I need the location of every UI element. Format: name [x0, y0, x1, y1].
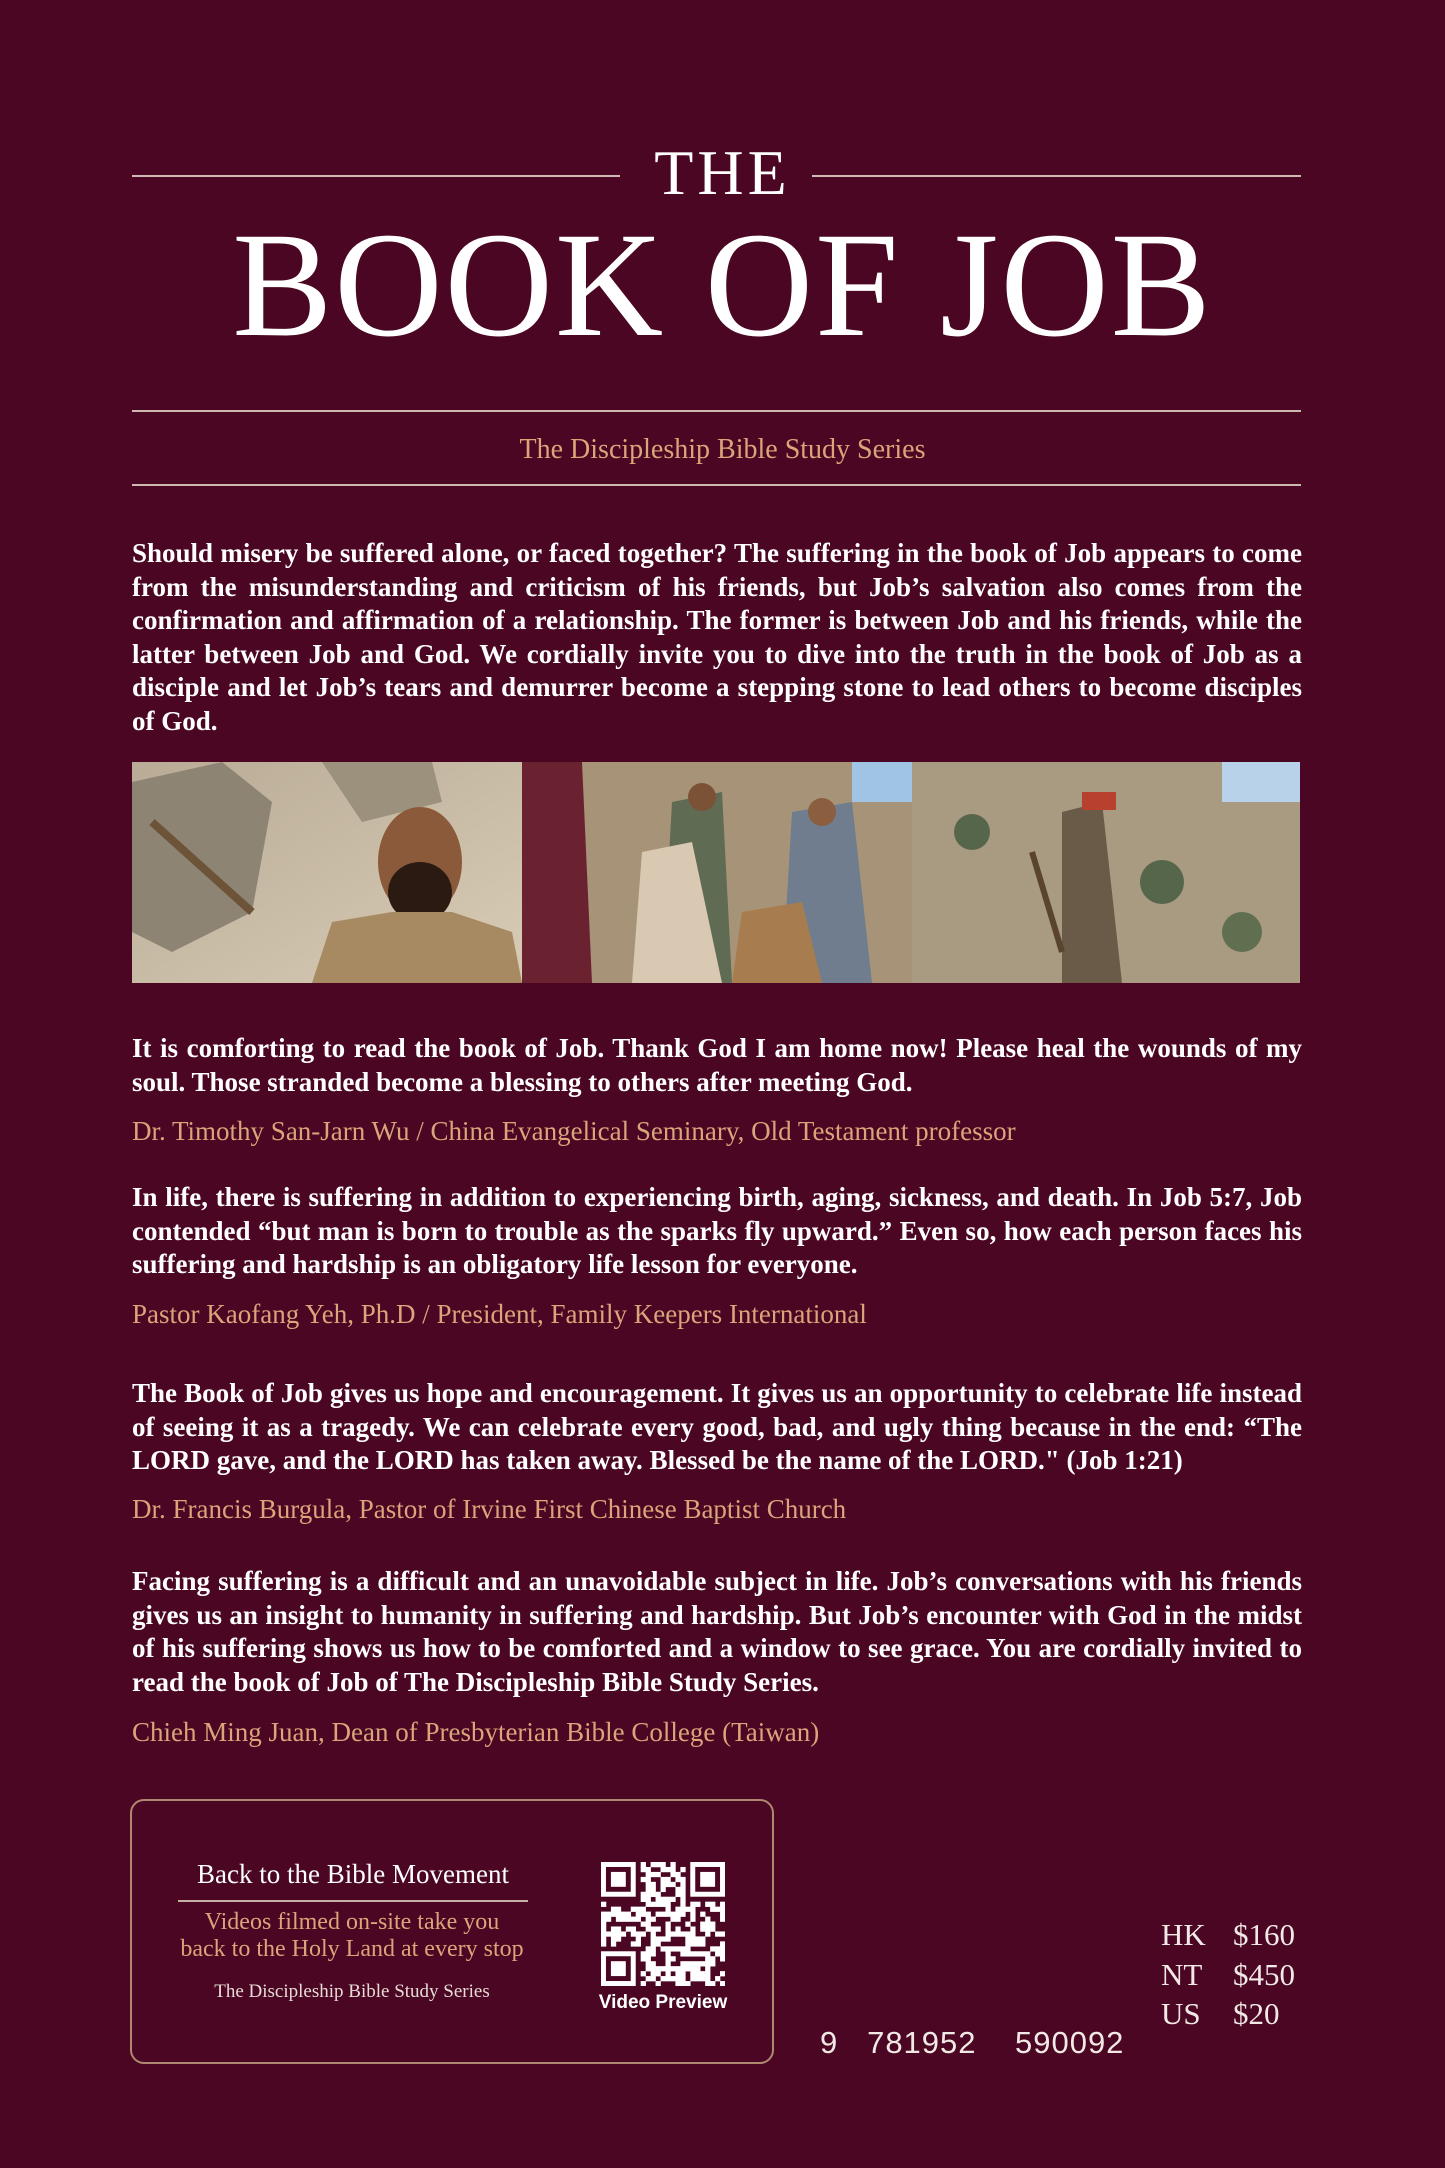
- series-rule-bottom: [132, 484, 1301, 486]
- photo-job-lament: [132, 762, 522, 983]
- price-amount: $450: [1233, 1956, 1295, 1992]
- promo-divider: [178, 1900, 528, 1902]
- series-name: The Discipleship Bible Study Series: [519, 434, 926, 465]
- price-currency: HK: [1161, 1917, 1206, 1952]
- video-promo-box: [130, 1799, 774, 2064]
- price-currency: NT: [1161, 1956, 1203, 1992]
- price-amount: $20: [1233, 1996, 1280, 2031]
- endorsement-author-3: Dr. Francis Burgula, Pastor of Irvine First Chinese Baptist Church: [132, 1494, 847, 1524]
- photo-desert-walker-illustration: [912, 762, 1300, 983]
- endorsement-quote-1: It is comforting to read the book of Job. Thank God I am home now! Please heal the wounds of my soul. Those stranded become a blessing to others after meeting God.: [132, 1033, 1302, 1097]
- price-list: [1161, 1915, 1295, 2034]
- price-row-us: [1161, 1994, 1295, 2034]
- title-rule-bottom: [132, 410, 1301, 412]
- photo-job-lament-illustration: [132, 762, 522, 983]
- endorsement-author-4: Chieh Ming Juan, Dean of Presbyterian Bible College (Taiwan): [132, 1717, 820, 1747]
- qr-code-icon[interactable]: [601, 1862, 725, 1986]
- promo-title: Back to the Bible Movement: [197, 1859, 509, 1889]
- photo-desert-walker: [912, 762, 1300, 983]
- promo-series: The Discipleship Bible Study Series: [214, 1981, 490, 2002]
- endorsement-quote-3: The Book of Job gives us hope and encouragement. It gives us an opportunity to celebrate life instead of seeing it as a tragedy. We can celebrate every good, bad, and ugly thing because in the end: “The LORD gave, and the LORD has taken away. Blessed be the name of the LORD." (Job 1:21): [132, 1378, 1302, 1475]
- promo-tagline: [162, 1909, 542, 1963]
- price-row-nt: [1161, 1955, 1295, 1995]
- qr-code-graphic: [601, 1862, 725, 1986]
- isbn-number: 9 781952 590092: [820, 2025, 1125, 2060]
- promo-tagline-line-2: back to the Holy Land at every stop: [180, 1936, 524, 1962]
- endorsement-quote-2: In life, there is suffering in addition to experiencing birth, aging, sickness, and death. In Job 5:7, Job contended “but man is born to trouble as the sparks fly upward.” Even so, how each person faces his suffering and hardship is an obligatory life lesson for everyone.: [132, 1182, 1302, 1279]
- price-currency: US: [1161, 1996, 1201, 2031]
- endorsement-author-2: Pastor Kaofang Yeh, Ph.D / President, Family Keepers International: [132, 1299, 867, 1329]
- title-the: THE: [654, 137, 791, 208]
- photo-job-friends: [522, 762, 912, 983]
- endorsement-author-1: Dr. Timothy San-Jarn Wu / China Evangelical Seminary, Old Testament professor: [132, 1116, 1016, 1146]
- intro-paragraph: Should misery be suffered alone, or faced together? The suffering in the book of Job appears to come from the misunderstanding and criticism of his friends, but Job’s salvation also comes from the confirmation and affirmation of a relationship. The former is between Job and his friends, while the latter between Job and God. We cordially invite you to dive into the truth in the book of Job as a disciple and let Job’s tears and demurrer become a stepping stone to lead others to become disciples of God.: [132, 538, 1302, 736]
- price-amount: $160: [1233, 1917, 1295, 1952]
- photo-job-friends-illustration: [522, 762, 912, 983]
- endorsement-quote-4: Facing suffering is a difficult and an unavoidable subject in life. Job’s conversations with his friends gives us an insight to humanity in suffering and hardship. But Job’s encounter with God in the midst of his suffering shows us how to be comforted and a window to see grace. You are cordially invited to read the book of Job of The Discipleship Bible Study Series.: [132, 1566, 1302, 1697]
- price-row-hk: [1161, 1915, 1295, 1955]
- qr-label: Video Preview: [598, 1992, 728, 2013]
- book-title: BOOK OF JOB: [232, 202, 1213, 368]
- photo-strip: [132, 762, 1300, 983]
- promo-tagline-line-1: Videos filmed on-site take you: [204, 1909, 500, 1935]
